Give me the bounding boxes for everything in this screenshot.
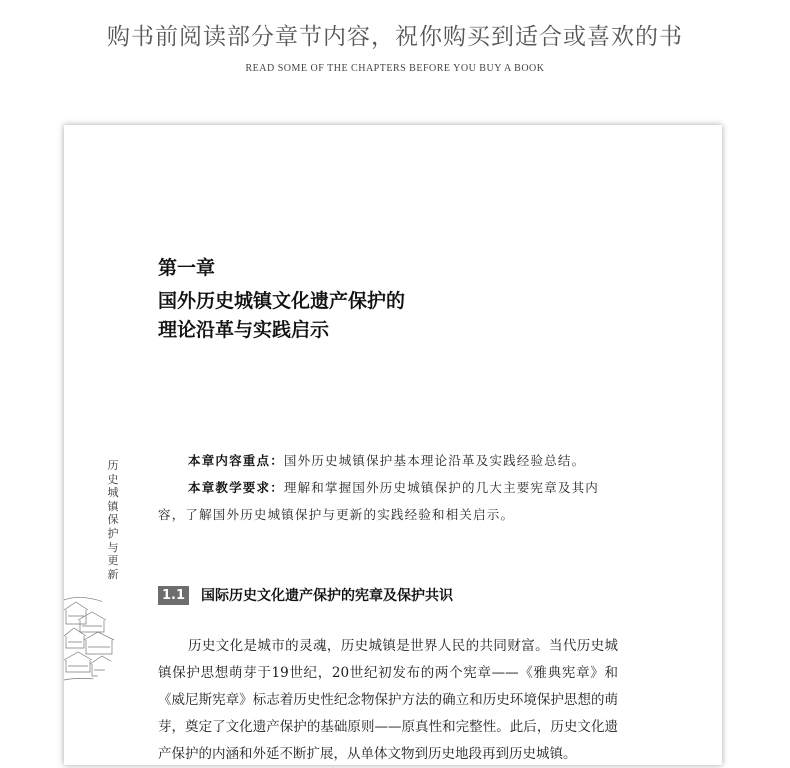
requirement-text: 理解和掌握国外历史城镇保护的几大主要宪章及其内容，了解国外历史城镇保护与更新的实践经验和相关启示。 — [158, 480, 600, 522]
chapter-title — [158, 287, 405, 345]
banner — [0, 0, 790, 125]
focus-label: 本章内容重点 — [188, 453, 271, 468]
focus-separator: ： — [270, 453, 284, 468]
town-illustration-icon — [64, 580, 120, 695]
chapter-requirement — [158, 474, 618, 528]
focus-text: 国外历史城镇保护基本理论沿革及实践经验总结。 — [283, 453, 586, 468]
section-title: 国际历史文化遗产保护的宪章及保护共识 — [201, 588, 454, 604]
body-paragraph: 历史文化是城市的灵魂，历史城镇是世界人民的共同财富。当代历史城镇保护思想萌芽于19世纪，20世纪初发布的两个宪章——《雅典宪章》和《威尼斯宪章》标志着历史性纪念物保护方法的确立和历史环境保护思想的萌芽，奠定了文化遗产保护的基础原则——原真性和完整性。此后，历史文化遗产保护的内涵和外延不断扩展，从单体文物到历史地段再到历史城镇。 — [158, 638, 618, 762]
section-number: 1.1 — [158, 586, 189, 605]
requirement-separator: ： — [270, 480, 284, 495]
section-heading — [158, 585, 453, 605]
chapter-title-line-2: 理论沿革与实践启示 — [158, 319, 330, 341]
side-book-title: 历史城镇保护与更新 — [107, 459, 119, 581]
requirement-label: 本章教学要求 — [188, 480, 271, 495]
book-page — [64, 125, 722, 765]
chapter-focus — [158, 447, 618, 474]
banner-subtitle: READ SOME OF THE CHAPTERS BEFORE YOU BUY A BOOK — [245, 63, 545, 74]
chapter-title-line-1: 国外历史城镇文化遗产保护的 — [158, 290, 406, 312]
chapter-number: 第一章 — [158, 257, 216, 279]
banner-title: 购书前阅读部分章节内容，祝你购买到适合或喜欢的书 — [107, 24, 683, 50]
